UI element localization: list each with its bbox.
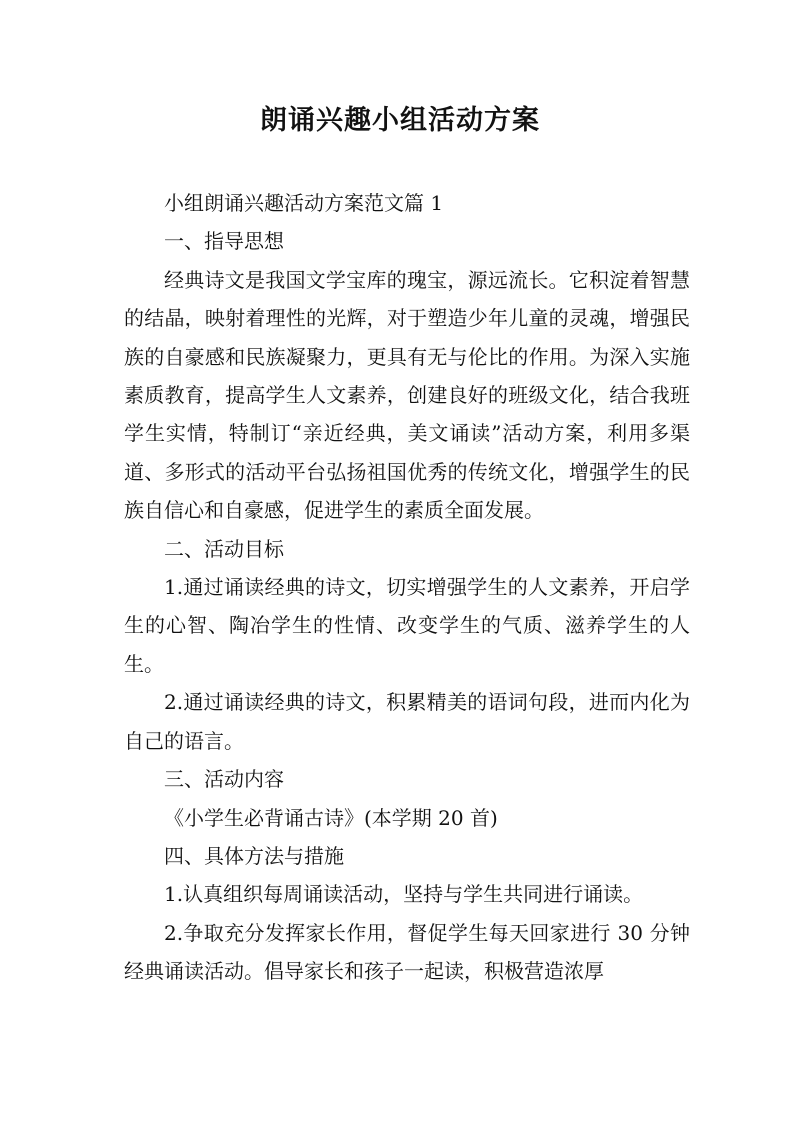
section-heading-activity-goals: 二、活动目标 — [164, 536, 284, 561]
method-item-1: 1.认真组织每周诵读活动，坚持与学生共同进行诵读。 — [164, 882, 644, 907]
document-body — [124, 184, 690, 991]
activity-content-paragraph: 《小学生必背诵古诗》(本学期 20 首) — [164, 805, 498, 830]
goal-item-1: 1.通过诵读经典的诗文，切实增强学生的人文素养，开启学生的心智、陶冶学生的性情、改变学生的气质、滋养学生的人生。 — [124, 575, 690, 676]
document-title: 朗诵兴趣小组活动方案 — [260, 105, 540, 136]
subtitle-paragraph: 小组朗诵兴趣活动方案范文篇 1 — [164, 191, 444, 215]
guiding-principle-paragraph: 经典诗文是我国文学宝库的瑰宝，源远流长。它积淀着智慧的结晶，映射着理性的光辉，对于塑造少年儿童的灵魂，增强民族的自豪感和民族凝聚力，更具有无与伦比的作用。为深入实施素质教育，提高学生人文素养，创建良好的班级文化，结合我班学生实情，特制订“亲近经典，美文诵读”活动方案，利用多渠道、多形式的活动平台弘扬祖国优秀的传统文化，增强学生的民族自信心和自豪感，促进学生的素质全面发展。 — [124, 267, 690, 523]
section-heading-methods: 四、具体方法与措施 — [164, 843, 344, 868]
method-item-2: 2.争取充分发挥家长作用，督促学生每天回家进行 30 分钟经典诵读活动。倡导家长和孩子一起读，积极营造浓厚 — [124, 920, 690, 984]
section-heading-activity-content: 三、活动内容 — [164, 767, 284, 792]
goal-item-2: 2.通过诵读经典的诗文，积累精美的语词句段，进而内化为自己的语言。 — [124, 690, 690, 753]
section-heading-guiding-principle: 一、指导思想 — [164, 229, 284, 254]
